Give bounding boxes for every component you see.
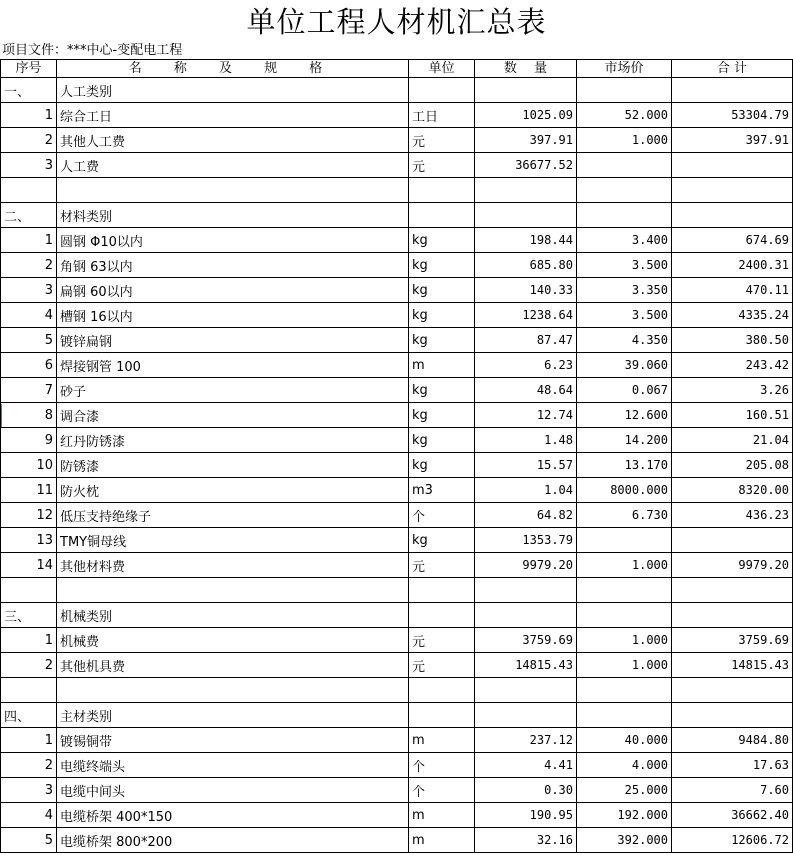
cell-unit[interactable]: 工日 bbox=[409, 103, 475, 128]
table-row bbox=[1, 453, 793, 478]
cell-seq[interactable]: 四、 bbox=[1, 703, 57, 728]
table-body bbox=[1, 78, 793, 853]
cell-market-price[interactable]: 12.600 bbox=[577, 403, 672, 428]
cell-unit[interactable]: 个 bbox=[409, 778, 475, 803]
cell-total[interactable] bbox=[672, 603, 793, 628]
cell-name[interactable]: 材料类别 bbox=[57, 203, 409, 228]
cell-quantity[interactable]: 1238.64 bbox=[475, 303, 577, 328]
table-row bbox=[1, 353, 793, 378]
cell-total[interactable]: 3.26 bbox=[672, 378, 793, 403]
cell-total[interactable]: 3759.69 bbox=[672, 628, 793, 653]
cell-quantity[interactable] bbox=[475, 678, 577, 703]
table-row bbox=[1, 528, 793, 553]
blank-row bbox=[1, 578, 793, 603]
cell-market-price[interactable] bbox=[577, 203, 672, 228]
cell-name[interactable]: 槽钢 16以内 bbox=[57, 303, 409, 328]
cell-name[interactable]: 镀锌扁钢 bbox=[57, 328, 409, 353]
header-total: 合 计 bbox=[672, 60, 793, 78]
cell-name[interactable]: 其他人工费 bbox=[57, 128, 409, 153]
cell-market-price[interactable] bbox=[577, 603, 672, 628]
cell-quantity[interactable] bbox=[475, 578, 577, 603]
header-market-price: 市场价 bbox=[577, 60, 672, 78]
cell-quantity[interactable]: 64.82 bbox=[475, 503, 577, 528]
table-row bbox=[1, 153, 793, 178]
cell-market-price[interactable]: 52.000 bbox=[577, 103, 672, 128]
cell-market-price[interactable] bbox=[577, 153, 672, 178]
cell-name[interactable] bbox=[57, 678, 409, 703]
cell-seq[interactable]: 14 bbox=[1, 553, 57, 578]
cell-quantity[interactable]: 198.44 bbox=[475, 228, 577, 253]
cell-total[interactable]: 17.63 bbox=[672, 753, 793, 778]
cell-quantity[interactable]: 190.95 bbox=[475, 803, 577, 828]
cell-total[interactable]: 14815.43 bbox=[672, 653, 793, 678]
cell-name[interactable]: 电缆桥架 400*150 bbox=[57, 803, 409, 828]
cell-name[interactable]: 调合漆 bbox=[57, 403, 409, 428]
cell-market-price[interactable]: 3.400 bbox=[577, 228, 672, 253]
cell-quantity[interactable]: 14815.43 bbox=[475, 653, 577, 678]
cell-unit[interactable]: m bbox=[409, 828, 475, 853]
cell-seq[interactable] bbox=[1, 578, 57, 603]
cell-seq[interactable]: 一、 bbox=[1, 78, 57, 103]
cell-name[interactable]: 主材类别 bbox=[57, 703, 409, 728]
cell-total[interactable]: 9979.20 bbox=[672, 553, 793, 578]
cell-name[interactable]: 电缆桥架 800*200 bbox=[57, 828, 409, 853]
table-row bbox=[1, 503, 793, 528]
cell-total[interactable] bbox=[672, 678, 793, 703]
cell-quantity[interactable]: 32.16 bbox=[475, 828, 577, 853]
cell-quantity[interactable]: 1353.79 bbox=[475, 528, 577, 553]
category-row bbox=[1, 78, 793, 103]
cell-name[interactable]: 角钢 63以内 bbox=[57, 253, 409, 278]
cell-seq[interactable]: 9 bbox=[1, 428, 57, 453]
cell-name[interactable]: 电缆中间头 bbox=[57, 778, 409, 803]
cell-unit[interactable] bbox=[409, 578, 475, 603]
cell-quantity[interactable] bbox=[475, 703, 577, 728]
cell-unit[interactable]: kg bbox=[409, 228, 475, 253]
cell-name[interactable]: 电缆终端头 bbox=[57, 753, 409, 778]
cell-total[interactable]: 243.42 bbox=[672, 353, 793, 378]
cell-seq[interactable]: 2 bbox=[1, 653, 57, 678]
cell-seq[interactable]: 1 bbox=[1, 103, 57, 128]
cell-name[interactable]: 其他材料费 bbox=[57, 553, 409, 578]
cell-unit[interactable]: m bbox=[409, 353, 475, 378]
cell-seq[interactable]: 10 bbox=[1, 453, 57, 478]
cell-market-price[interactable] bbox=[577, 78, 672, 103]
cell-total[interactable]: 53304.79 bbox=[672, 103, 793, 128]
cell-unit[interactable]: 元 bbox=[409, 553, 475, 578]
category-row bbox=[1, 203, 793, 228]
cell-total[interactable]: 160.51 bbox=[672, 403, 793, 428]
cell-seq[interactable]: 1 bbox=[1, 728, 57, 753]
cell-market-price[interactable]: 25.000 bbox=[577, 778, 672, 803]
cell-unit[interactable] bbox=[409, 78, 475, 103]
cell-total[interactable]: 21.04 bbox=[672, 428, 793, 453]
cell-name[interactable]: 综合工日 bbox=[57, 103, 409, 128]
cell-unit[interactable] bbox=[409, 703, 475, 728]
cell-total[interactable]: 7.60 bbox=[672, 778, 793, 803]
header-quantity: 数 量 bbox=[475, 60, 577, 78]
table-row bbox=[1, 803, 793, 828]
cell-unit[interactable] bbox=[409, 203, 475, 228]
cell-total[interactable]: 436.23 bbox=[672, 503, 793, 528]
table-row bbox=[1, 303, 793, 328]
cell-quantity[interactable]: 397.91 bbox=[475, 128, 577, 153]
cell-seq[interactable]: 1 bbox=[1, 628, 57, 653]
cell-market-price[interactable]: 4.000 bbox=[577, 753, 672, 778]
category-row bbox=[1, 703, 793, 728]
cell-name[interactable]: 镀锡铜带 bbox=[57, 728, 409, 753]
cell-name[interactable]: 机械费 bbox=[57, 628, 409, 653]
cell-name[interactable] bbox=[57, 178, 409, 203]
cell-total[interactable]: 2400.31 bbox=[672, 253, 793, 278]
cell-quantity[interactable]: 12.74 bbox=[475, 403, 577, 428]
table-header-row bbox=[1, 60, 793, 78]
table-row bbox=[1, 278, 793, 303]
table-row bbox=[1, 403, 793, 428]
table-row bbox=[1, 828, 793, 853]
cell-unit[interactable]: kg bbox=[409, 453, 475, 478]
table-row bbox=[1, 628, 793, 653]
cell-total[interactable]: 205.08 bbox=[672, 453, 793, 478]
cell-market-price[interactable]: 14.200 bbox=[577, 428, 672, 453]
cell-seq[interactable]: 二、 bbox=[1, 203, 57, 228]
cell-unit[interactable]: kg bbox=[409, 278, 475, 303]
cell-market-price[interactable]: 8000.000 bbox=[577, 478, 672, 503]
cell-quantity[interactable]: 685.80 bbox=[475, 253, 577, 278]
cell-seq[interactable] bbox=[1, 678, 57, 703]
sheet-title: 单位工程人材机汇总表 bbox=[246, 5, 547, 39]
cell-total[interactable]: 8320.00 bbox=[672, 478, 793, 503]
cell-total[interactable]: 380.50 bbox=[672, 328, 793, 353]
cell-seq[interactable]: 2 bbox=[1, 128, 57, 153]
cell-seq[interactable]: 3 bbox=[1, 278, 57, 303]
cell-seq[interactable]: 4 bbox=[1, 303, 57, 328]
cell-name[interactable] bbox=[57, 578, 409, 603]
cell-unit[interactable]: 个 bbox=[409, 753, 475, 778]
cell-quantity[interactable]: 6.23 bbox=[475, 353, 577, 378]
cell-name[interactable]: 扁钢 60以内 bbox=[57, 278, 409, 303]
cell-total[interactable]: 470.11 bbox=[672, 278, 793, 303]
cell-market-price[interactable]: 192.000 bbox=[577, 803, 672, 828]
cell-quantity[interactable]: 1025.09 bbox=[475, 103, 577, 128]
cell-unit[interactable] bbox=[409, 603, 475, 628]
cell-quantity[interactable]: 1.04 bbox=[475, 478, 577, 503]
table-row bbox=[1, 778, 793, 803]
cell-unit[interactable] bbox=[409, 178, 475, 203]
cell-unit[interactable]: 元 bbox=[409, 653, 475, 678]
cell-name[interactable]: TMY铜母线 bbox=[57, 528, 409, 553]
cell-unit[interactable]: kg bbox=[409, 428, 475, 453]
table-row bbox=[1, 103, 793, 128]
cell-quantity[interactable] bbox=[475, 203, 577, 228]
cell-seq[interactable]: 12 bbox=[1, 503, 57, 528]
cell-market-price[interactable]: 6.730 bbox=[577, 503, 672, 528]
cell-total[interactable] bbox=[672, 703, 793, 728]
cell-seq[interactable]: 6 bbox=[1, 353, 57, 378]
header-name-label: 名 称 及 规 格 bbox=[128, 61, 337, 76]
cell-unit[interactable]: kg bbox=[409, 253, 475, 278]
cell-unit[interactable]: 元 bbox=[409, 628, 475, 653]
table-row bbox=[1, 728, 793, 753]
cell-market-price[interactable]: 1.000 bbox=[577, 653, 672, 678]
cell-market-price[interactable]: 3.500 bbox=[577, 253, 672, 278]
cell-total[interactable]: 4335.24 bbox=[672, 303, 793, 328]
cell-quantity[interactable]: 3759.69 bbox=[475, 628, 577, 653]
cell-quantity[interactable]: 15.57 bbox=[475, 453, 577, 478]
cell-total[interactable]: 36662.40 bbox=[672, 803, 793, 828]
cell-total[interactable]: 397.91 bbox=[672, 128, 793, 153]
blank-row bbox=[1, 678, 793, 703]
cell-name[interactable]: 焊接钢管 100 bbox=[57, 353, 409, 378]
cell-market-price[interactable]: 1.000 bbox=[577, 553, 672, 578]
cell-seq[interactable]: 2 bbox=[1, 753, 57, 778]
cell-quantity[interactable]: 1.48 bbox=[475, 428, 577, 453]
cell-total[interactable] bbox=[672, 578, 793, 603]
cell-market-price[interactable] bbox=[577, 578, 672, 603]
project-file-label: 项目文件：***中心-变配电工程 bbox=[2, 43, 183, 58]
summary-table bbox=[0, 59, 793, 853]
cell-total[interactable]: 12606.72 bbox=[672, 828, 793, 853]
cell-market-price[interactable]: 40.000 bbox=[577, 728, 672, 753]
cell-unit[interactable]: kg bbox=[409, 303, 475, 328]
table-row bbox=[1, 328, 793, 353]
cell-market-price[interactable]: 13.170 bbox=[577, 453, 672, 478]
table-row bbox=[1, 128, 793, 153]
cell-seq[interactable]: 13 bbox=[1, 528, 57, 553]
header-seq: 序号 bbox=[1, 60, 57, 78]
cell-seq[interactable]: 4 bbox=[1, 803, 57, 828]
cell-seq[interactable] bbox=[1, 178, 57, 203]
category-row bbox=[1, 603, 793, 628]
cell-seq[interactable]: 2 bbox=[1, 253, 57, 278]
cell-quantity[interactable]: 9979.20 bbox=[475, 553, 577, 578]
cell-total[interactable] bbox=[672, 178, 793, 203]
cell-total[interactable]: 674.69 bbox=[672, 228, 793, 253]
cell-market-price[interactable]: 4.350 bbox=[577, 328, 672, 353]
cell-quantity[interactable]: 36677.52 bbox=[475, 153, 577, 178]
cell-unit[interactable]: m3 bbox=[409, 478, 475, 503]
cell-name[interactable]: 机械类别 bbox=[57, 603, 409, 628]
cell-quantity[interactable]: 48.64 bbox=[475, 378, 577, 403]
cell-market-price[interactable]: 3.350 bbox=[577, 278, 672, 303]
cell-name[interactable]: 圆钢 Φ10以内 bbox=[57, 228, 409, 253]
cell-quantity[interactable] bbox=[475, 178, 577, 203]
cell-unit[interactable] bbox=[409, 678, 475, 703]
cell-market-price[interactable]: 392.000 bbox=[577, 828, 672, 853]
cell-name[interactable]: 红丹防锈漆 bbox=[57, 428, 409, 453]
table-row bbox=[1, 253, 793, 278]
cell-seq[interactable]: 3 bbox=[1, 153, 57, 178]
cell-unit[interactable]: m bbox=[409, 728, 475, 753]
cell-name[interactable]: 砂子 bbox=[57, 378, 409, 403]
table-row bbox=[1, 378, 793, 403]
cell-seq[interactable]: 5 bbox=[1, 828, 57, 853]
cell-market-price[interactable]: 3.500 bbox=[577, 303, 672, 328]
table-row bbox=[1, 553, 793, 578]
cell-market-price[interactable]: 39.060 bbox=[577, 353, 672, 378]
cell-unit[interactable]: m bbox=[409, 803, 475, 828]
cell-market-price[interactable]: 1.000 bbox=[577, 628, 672, 653]
cell-total[interactable]: 9484.80 bbox=[672, 728, 793, 753]
cell-market-price[interactable]: 1.000 bbox=[577, 128, 672, 153]
cell-quantity[interactable]: 140.33 bbox=[475, 278, 577, 303]
cell-quantity[interactable]: 87.47 bbox=[475, 328, 577, 353]
cell-quantity[interactable] bbox=[475, 78, 577, 103]
cell-total[interactable] bbox=[672, 153, 793, 178]
cell-unit[interactable]: kg bbox=[409, 328, 475, 353]
cell-quantity[interactable]: 237.12 bbox=[475, 728, 577, 753]
cell-seq[interactable]: 7 bbox=[1, 378, 57, 403]
cell-seq[interactable]: 5 bbox=[1, 328, 57, 353]
cell-name[interactable]: 低压支持绝缘子 bbox=[57, 503, 409, 528]
cell-market-price[interactable] bbox=[577, 678, 672, 703]
cell-total[interactable] bbox=[672, 528, 793, 553]
cell-market-price[interactable]: 0.067 bbox=[577, 378, 672, 403]
cell-seq[interactable]: 三、 bbox=[1, 603, 57, 628]
table-row bbox=[1, 753, 793, 778]
table-row bbox=[1, 653, 793, 678]
cell-seq[interactable]: 8 bbox=[1, 403, 57, 428]
cell-quantity[interactable]: 0.30 bbox=[475, 778, 577, 803]
cell-market-price[interactable] bbox=[577, 528, 672, 553]
cell-quantity[interactable]: 4.41 bbox=[475, 753, 577, 778]
cell-unit[interactable]: 个 bbox=[409, 503, 475, 528]
cell-seq[interactable]: 3 bbox=[1, 778, 57, 803]
header-unit: 单位 bbox=[409, 60, 475, 78]
blank-row bbox=[1, 178, 793, 203]
table-row bbox=[1, 478, 793, 503]
cell-unit[interactable]: kg bbox=[409, 378, 475, 403]
cell-total[interactable] bbox=[672, 78, 793, 103]
cell-name[interactable]: 其他机具费 bbox=[57, 653, 409, 678]
cell-name[interactable]: 人工类别 bbox=[57, 78, 409, 103]
cell-unit[interactable]: kg bbox=[409, 528, 475, 553]
table-row bbox=[1, 428, 793, 453]
cell-quantity[interactable] bbox=[475, 603, 577, 628]
table-row bbox=[1, 228, 793, 253]
cell-unit[interactable]: 元 bbox=[409, 153, 475, 178]
cell-unit[interactable]: kg bbox=[409, 403, 475, 428]
cell-market-price[interactable] bbox=[577, 703, 672, 728]
cell-seq[interactable]: 1 bbox=[1, 228, 57, 253]
cell-name[interactable]: 人工费 bbox=[57, 153, 409, 178]
cell-unit[interactable]: 元 bbox=[409, 128, 475, 153]
cell-market-price[interactable] bbox=[577, 178, 672, 203]
cell-name[interactable]: 防锈漆 bbox=[57, 453, 409, 478]
cell-name[interactable]: 防火枕 bbox=[57, 478, 409, 503]
cell-seq[interactable]: 11 bbox=[1, 478, 57, 503]
cell-total[interactable] bbox=[672, 203, 793, 228]
header-name bbox=[57, 60, 409, 78]
